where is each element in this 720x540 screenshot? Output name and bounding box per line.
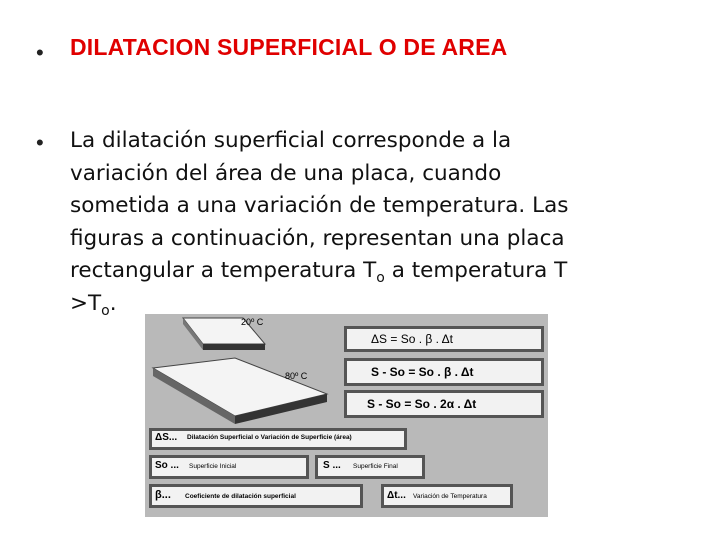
legend-s-symbol: S ... (323, 460, 341, 471)
formula-beta: S - So = So . β . Δt (371, 365, 474, 379)
body-text: a temperatura T (384, 258, 568, 283)
body-line: La dilatación superficial corresponde a la (70, 128, 512, 153)
legend-dt-symbol: Δt... (387, 490, 406, 501)
legend-beta-text: Coeficiente de dilatación superficial (185, 493, 296, 500)
legend-ds-symbol: ΔS... (155, 432, 178, 443)
subscript-o: o (101, 302, 110, 319)
formula-alpha: S - So = So . 2α . Δt (367, 397, 477, 411)
body-text: rectangular a temperatura T (70, 258, 377, 283)
legend-so-symbol: So ... (155, 460, 179, 471)
temp-label-80: 80º C (285, 371, 308, 381)
slide-title: DILATACION SUPERFICIAL O DE AREA (70, 34, 508, 60)
body-line: sometida a una variación de temperatura. Las (70, 193, 569, 218)
body-line (70, 255, 700, 288)
body-paragraph (70, 125, 700, 320)
title-bullet: • (36, 40, 44, 65)
body-line: figuras a continuación, representan una placa (70, 225, 565, 251)
body-text: . (109, 290, 117, 316)
legend-dt-text: Variación de Temperatura (413, 493, 487, 500)
body-text: >T (70, 290, 102, 316)
figure-drawing (145, 314, 548, 517)
formula-delta-s: ΔS = So . β . Δt (371, 332, 453, 346)
large-plate-icon (153, 358, 327, 424)
temp-label-20: 20º C (241, 317, 264, 327)
subscript-o: o (376, 270, 385, 286)
legend-so-text: Superficie Inicial (189, 463, 237, 470)
legend-beta-symbol: β... (155, 489, 171, 501)
dilatation-figure (145, 314, 548, 517)
legend-ds-text: Dilatación Superficial o Variación de Superficie (área) (187, 434, 352, 441)
body-bullet: • (36, 130, 44, 155)
body-line: variación del área de una placa, cuando (70, 160, 502, 186)
legend-s-text: Superficie Final (353, 463, 398, 470)
